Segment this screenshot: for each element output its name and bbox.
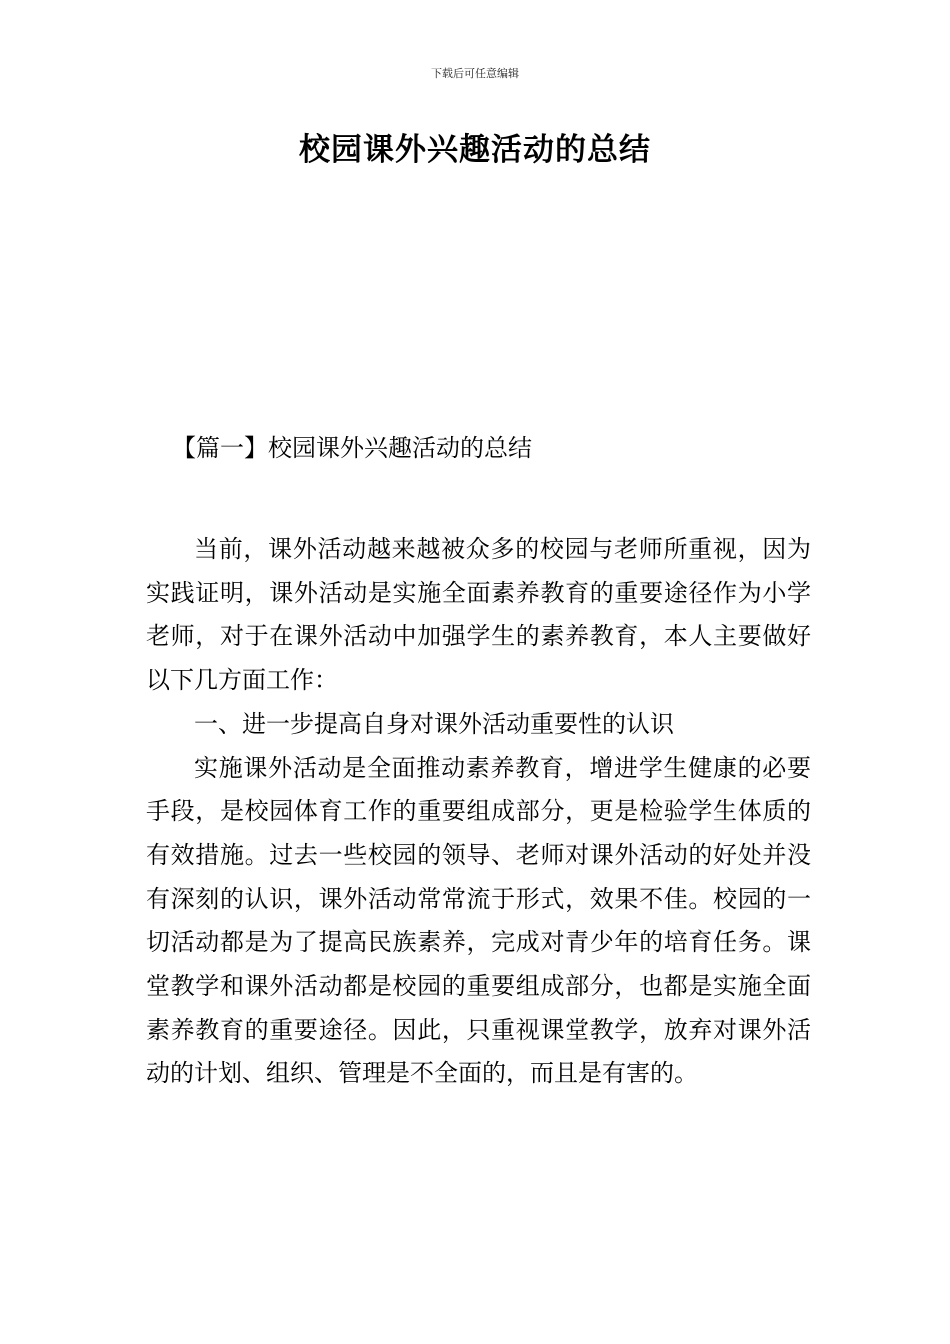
body-text (146, 528, 811, 1096)
paragraph-subheading: 一、进一步提高自身对课外活动重要性的认识 (194, 709, 674, 738)
page-title: 校园课外兴趣活动的总结 (299, 132, 651, 168)
section-heading: 【篇一】校园课外兴趣活动的总结 (172, 434, 532, 462)
paragraph-intro: 当前，课外活动越来越被众多的校园与老师所重视，因为实践证明，课外活动是实施全面素养教育的重要途径作为小学老师，对于在课外活动中加强学生的素养教育，本人主要做好以下几方面工作： (146, 535, 811, 695)
paragraph-body: 实施课外活动是全面推动素养教育，增进学生健康的必要手段，是校园体育工作的重要组成部分，更是检验学生体质的有效措施。过去一些校园的领导、老师对课外活动的好处并没有深刻的认识，课外活动常常流于形式，效果不佳。校园的一切活动都是为了提高民族素养，完成对青少年的培育任务。课堂教学和课外活动都是校园的重要组成部分，也都是实施全面素养教育的重要途径。因此，只重视课堂教学，放弃对课外活动的计划、组织、管理是不全面的，而且是有害的。 (146, 753, 811, 1088)
header-note: 下载后可任意编辑 (431, 67, 519, 80)
